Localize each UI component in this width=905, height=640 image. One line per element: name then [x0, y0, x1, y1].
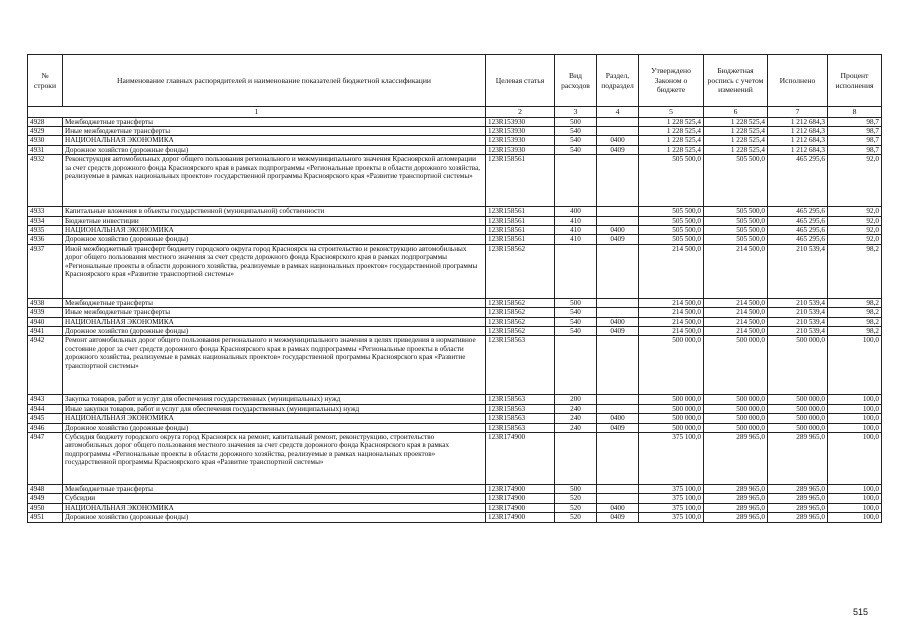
- cell-approved: 505 500,0: [639, 225, 704, 234]
- table-row: [28, 117, 882, 126]
- cell-code: 123R158563: [486, 336, 555, 395]
- cell-code: 123R158561: [486, 155, 555, 207]
- header-executed: Исполнено: [768, 55, 828, 107]
- cell-section: 0400: [597, 225, 639, 234]
- cell-percent: 98,2: [828, 298, 882, 307]
- cell-section: [597, 207, 639, 216]
- cell-kind: 240: [555, 423, 597, 432]
- table-row: [28, 235, 882, 244]
- cell-planned: 289 965,0: [704, 513, 768, 522]
- cell-percent: 98,7: [828, 145, 882, 154]
- cell-percent: 98,7: [828, 117, 882, 126]
- table-row: [28, 225, 882, 234]
- cell-percent: 98,2: [828, 326, 882, 335]
- column-number: 8: [828, 107, 882, 118]
- table-body: [28, 117, 882, 522]
- cell-name: НАЦИОНАЛЬНАЯ ЭКОНОМИКА: [63, 317, 486, 326]
- cell-name: Иные закупки товаров, работ и услуг для обеспечения государственных (муниципальных) нужд: [63, 404, 486, 413]
- cell-percent: 92,0: [828, 216, 882, 225]
- cell-approved: 1 228 525,4: [639, 117, 704, 126]
- cell-section: 0400: [597, 414, 639, 423]
- cell-planned: 289 965,0: [704, 494, 768, 503]
- header-percent: Процент исполнения: [828, 55, 882, 107]
- cell-planned: 500 000,0: [704, 395, 768, 404]
- cell-name: Закупка товаров, работ и услуг для обеспечения государственных (муниципальных) нужд: [63, 395, 486, 404]
- table-row: [28, 155, 882, 207]
- cell-no: 4935: [28, 225, 63, 234]
- cell-approved: 505 500,0: [639, 207, 704, 216]
- cell-planned: 1 228 525,4: [704, 117, 768, 126]
- cell-planned: 214 500,0: [704, 298, 768, 307]
- table-row: [28, 485, 882, 494]
- cell-percent: 100,0: [828, 336, 882, 395]
- cell-planned: 505 500,0: [704, 207, 768, 216]
- column-number: 1: [28, 107, 486, 118]
- cell-approved: 505 500,0: [639, 155, 704, 207]
- header-target: Целевая статья: [486, 55, 555, 107]
- cell-name: Субсидии: [63, 494, 486, 503]
- cell-executed: 500 000,0: [768, 336, 828, 395]
- cell-executed: 289 965,0: [768, 503, 828, 512]
- cell-executed: 210 539,4: [768, 326, 828, 335]
- cell-name: Бюджетные инвестиции: [63, 216, 486, 225]
- cell-no: 4948: [28, 485, 63, 494]
- cell-percent: 100,0: [828, 423, 882, 432]
- cell-section: 0400: [597, 136, 639, 145]
- cell-kind: 410: [555, 216, 597, 225]
- cell-no: 4947: [28, 433, 63, 485]
- cell-kind: 410: [555, 225, 597, 234]
- cell-section: 0409: [597, 513, 639, 522]
- cell-executed: 210 539,4: [768, 244, 828, 298]
- header-planned: Бюджетная роспись с учетом изменений: [704, 55, 768, 107]
- cell-approved: 214 500,0: [639, 308, 704, 317]
- cell-approved: 505 500,0: [639, 216, 704, 225]
- cell-no: 4951: [28, 513, 63, 522]
- cell-executed: 1 212 684,3: [768, 117, 828, 126]
- cell-approved: 500 000,0: [639, 336, 704, 395]
- cell-percent: 92,0: [828, 225, 882, 234]
- cell-percent: 100,0: [828, 494, 882, 503]
- column-number: 3: [555, 107, 597, 118]
- cell-approved: 375 100,0: [639, 513, 704, 522]
- table-row: [28, 216, 882, 225]
- cell-code: 123R158563: [486, 423, 555, 432]
- cell-section: [597, 404, 639, 413]
- cell-no: 4929: [28, 126, 63, 135]
- column-number: 2: [486, 107, 555, 118]
- cell-name: Иной межбюджетный трансферт бюджету городского округа город Красноярск на строительство и реконструкцию автомобильных дорог общего пользования местного значения за счет средств дорожного фонда Красноярского края в рамках подпрограммы «Региональные проекты в области дорожного хозяйства, реализуемые в рамках национальных проектов» государственной программы Красноярского края «Развитие транспортной системы»: [63, 244, 486, 298]
- cell-planned: 289 965,0: [704, 503, 768, 512]
- cell-planned: 214 500,0: [704, 317, 768, 326]
- table-row: [28, 136, 882, 145]
- cell-section: [597, 494, 639, 503]
- cell-name: Дорожное хозяйство (дорожные фонды): [63, 235, 486, 244]
- cell-section: [597, 216, 639, 225]
- cell-section: [597, 433, 639, 485]
- cell-kind: 540: [555, 126, 597, 135]
- cell-percent: 100,0: [828, 395, 882, 404]
- cell-code: 123R158561: [486, 216, 555, 225]
- cell-no: 4942: [28, 336, 63, 395]
- cell-approved: 214 500,0: [639, 317, 704, 326]
- cell-executed: 289 965,0: [768, 433, 828, 485]
- table-row: [28, 126, 882, 135]
- cell-code: 123R158563: [486, 404, 555, 413]
- column-number: 4: [597, 107, 639, 118]
- cell-executed: 500 000,0: [768, 423, 828, 432]
- cell-code: 123R153930: [486, 126, 555, 135]
- cell-name: Иные межбюджетные трансферты: [63, 126, 486, 135]
- cell-planned: 500 000,0: [704, 404, 768, 413]
- cell-no: 4943: [28, 395, 63, 404]
- cell-name: Иные межбюджетные трансферты: [63, 308, 486, 317]
- cell-executed: 210 539,4: [768, 308, 828, 317]
- cell-name: Капитальные вложения в объекты государственной (муниципальной) собственности: [63, 207, 486, 216]
- cell-no: 4936: [28, 235, 63, 244]
- cell-no: 4939: [28, 308, 63, 317]
- cell-percent: 100,0: [828, 414, 882, 423]
- cell-planned: 214 500,0: [704, 326, 768, 335]
- cell-percent: 92,0: [828, 207, 882, 216]
- cell-code: 123R158562: [486, 326, 555, 335]
- header-row: [28, 55, 882, 107]
- cell-no: 4941: [28, 326, 63, 335]
- cell-kind: 240: [555, 404, 597, 413]
- cell-no: 4934: [28, 216, 63, 225]
- cell-percent: 92,0: [828, 235, 882, 244]
- cell-percent: 98,7: [828, 126, 882, 135]
- cell-name: НАЦИОНАЛЬНАЯ ЭКОНОМИКА: [63, 136, 486, 145]
- cell-kind: 540: [555, 136, 597, 145]
- cell-executed: 500 000,0: [768, 395, 828, 404]
- cell-code: 123R158563: [486, 414, 555, 423]
- cell-code: 123R158563: [486, 395, 555, 404]
- cell-executed: 210 539,4: [768, 317, 828, 326]
- table-row: [28, 326, 882, 335]
- cell-executed: 1 212 684,3: [768, 136, 828, 145]
- cell-executed: 500 000,0: [768, 414, 828, 423]
- cell-name: Межбюджетные трансферты: [63, 117, 486, 126]
- cell-name: Реконструкция автомобильных дорог общего пользования регионального и межмуниципального значения Красноярской агломерации за счет средств дорожного фонда Красноярского края в рамках подпрограммы «Региональные проекты в области дорожного хозяйства, реализуемые в рамках национальных проектов» государственной программы Красноярского края «Развитие транспортной системы»: [63, 155, 486, 207]
- cell-kind: 520: [555, 513, 597, 522]
- cell-section: 0400: [597, 503, 639, 512]
- cell-planned: 1 228 525,4: [704, 126, 768, 135]
- cell-approved: 375 100,0: [639, 503, 704, 512]
- cell-section: [597, 155, 639, 207]
- cell-kind: 520: [555, 494, 597, 503]
- cell-code: 123R158562: [486, 244, 555, 298]
- cell-kind: 540: [555, 145, 597, 154]
- cell-kind: 540: [555, 326, 597, 335]
- cell-planned: 505 500,0: [704, 216, 768, 225]
- cell-percent: 98,2: [828, 317, 882, 326]
- cell-planned: 500 000,0: [704, 423, 768, 432]
- cell-approved: 500 000,0: [639, 395, 704, 404]
- cell-code: 123R153930: [486, 145, 555, 154]
- cell-section: [597, 126, 639, 135]
- header-row-no: № строки: [28, 55, 63, 107]
- cell-no: 4944: [28, 404, 63, 413]
- column-number-row: [28, 107, 882, 118]
- cell-no: 4946: [28, 423, 63, 432]
- cell-code: 123R153930: [486, 117, 555, 126]
- cell-code: 123R174900: [486, 485, 555, 494]
- cell-kind: 410: [555, 235, 597, 244]
- cell-section: 0409: [597, 145, 639, 154]
- cell-name: НАЦИОНАЛЬНАЯ ЭКОНОМИКА: [63, 503, 486, 512]
- cell-no: 4950: [28, 503, 63, 512]
- cell-kind: 520: [555, 503, 597, 512]
- cell-name: Дорожное хозяйство (дорожные фонды): [63, 423, 486, 432]
- table-row: [28, 494, 882, 503]
- cell-section: 0400: [597, 317, 639, 326]
- cell-executed: 465 295,6: [768, 235, 828, 244]
- cell-kind: [555, 244, 597, 298]
- cell-percent: 100,0: [828, 433, 882, 485]
- cell-planned: 500 000,0: [704, 336, 768, 395]
- budget-table: [27, 54, 882, 523]
- table-row: [28, 244, 882, 298]
- cell-kind: 200: [555, 395, 597, 404]
- cell-percent: 100,0: [828, 503, 882, 512]
- column-number: 7: [768, 107, 828, 118]
- cell-code: 123R174900: [486, 503, 555, 512]
- cell-section: 0409: [597, 326, 639, 335]
- cell-name: Межбюджетные трансферты: [63, 298, 486, 307]
- cell-approved: 500 000,0: [639, 423, 704, 432]
- cell-code: 123R158562: [486, 308, 555, 317]
- cell-approved: 214 500,0: [639, 298, 704, 307]
- cell-kind: 240: [555, 414, 597, 423]
- cell-kind: 500: [555, 485, 597, 494]
- cell-executed: 465 295,6: [768, 207, 828, 216]
- table-row: [28, 336, 882, 395]
- table-row: [28, 308, 882, 317]
- cell-percent: 100,0: [828, 404, 882, 413]
- cell-planned: 505 500,0: [704, 235, 768, 244]
- cell-name: Дорожное хозяйство (дорожные фонды): [63, 326, 486, 335]
- cell-percent: 98,2: [828, 308, 882, 317]
- table-row: [28, 423, 882, 432]
- cell-code: 123R158561: [486, 235, 555, 244]
- cell-approved: 375 100,0: [639, 433, 704, 485]
- cell-executed: 465 295,6: [768, 225, 828, 234]
- cell-planned: 214 500,0: [704, 244, 768, 298]
- cell-approved: 1 228 525,4: [639, 145, 704, 154]
- cell-approved: 1 228 525,4: [639, 126, 704, 135]
- cell-no: 4933: [28, 207, 63, 216]
- table-row: [28, 513, 882, 522]
- table-row: [28, 503, 882, 512]
- page-number: 515: [853, 607, 869, 617]
- cell-planned: 1 228 525,4: [704, 136, 768, 145]
- cell-no: 4949: [28, 494, 63, 503]
- cell-no: 4938: [28, 298, 63, 307]
- cell-code: 123R174900: [486, 433, 555, 485]
- cell-kind: 540: [555, 317, 597, 326]
- header-name: Наименование главных распорядителей и наименование показателей бюджетной классификации: [63, 55, 486, 107]
- cell-planned: 1 228 525,4: [704, 145, 768, 154]
- cell-name: Дорожное хозяйство (дорожные фонды): [63, 145, 486, 154]
- cell-planned: 505 500,0: [704, 225, 768, 234]
- cell-section: [597, 395, 639, 404]
- cell-percent: 98,2: [828, 244, 882, 298]
- cell-no: 4931: [28, 145, 63, 154]
- cell-executed: 210 539,4: [768, 298, 828, 307]
- cell-kind: 500: [555, 117, 597, 126]
- header-approved: Утверждено Законом о бюджете: [639, 55, 704, 107]
- cell-executed: 465 295,6: [768, 216, 828, 225]
- cell-section: [597, 485, 639, 494]
- cell-kind: 400: [555, 207, 597, 216]
- cell-approved: 500 000,0: [639, 414, 704, 423]
- cell-code: 123R158562: [486, 317, 555, 326]
- table-row: [28, 317, 882, 326]
- cell-section: [597, 308, 639, 317]
- cell-executed: 465 295,6: [768, 155, 828, 207]
- cell-name: НАЦИОНАЛЬНАЯ ЭКОНОМИКА: [63, 225, 486, 234]
- header-kind: Вид расходов: [555, 55, 597, 107]
- cell-approved: 214 500,0: [639, 326, 704, 335]
- cell-no: 4930: [28, 136, 63, 145]
- table-row: [28, 298, 882, 307]
- cell-approved: 1 228 525,4: [639, 136, 704, 145]
- table-row: [28, 404, 882, 413]
- cell-planned: 505 500,0: [704, 155, 768, 207]
- cell-planned: 214 500,0: [704, 308, 768, 317]
- cell-no: 4940: [28, 317, 63, 326]
- cell-percent: 92,0: [828, 155, 882, 207]
- cell-name: Ремонт автомобильных дорог общего пользования регионального и межмуниципального значения в целях приведения в нормативное состояние дорог за счет средств дорожного фонда Красноярского края в рамках подпрограммы «Региональные проекты в области дорожного хозяйства, реализуемые в рамках национальных проектов» государственной программы Красноярского края «Развитие транспортной системы»: [63, 336, 486, 395]
- cell-executed: 1 212 684,3: [768, 126, 828, 135]
- cell-planned: 500 000,0: [704, 414, 768, 423]
- cell-name: Субсидия бюджету городского округа город Красноярск на ремонт, капитальный ремонт, реконструкцию, строительство автомобильных дорог общего пользования местного значения за счет средств дорожного фонда Красноярского края в рамках подпрограммы «Региональные проекты в области дорожного хозяйства, реализуемые в рамках национальных проектов» государственной программы Красноярского края «Развитие транспортной системы»: [63, 433, 486, 485]
- cell-section: [597, 117, 639, 126]
- cell-executed: 289 965,0: [768, 494, 828, 503]
- cell-approved: 505 500,0: [639, 235, 704, 244]
- cell-code: 123R174900: [486, 494, 555, 503]
- cell-approved: 375 100,0: [639, 494, 704, 503]
- cell-executed: 289 965,0: [768, 513, 828, 522]
- cell-code: 123R153930: [486, 136, 555, 145]
- cell-section: [597, 244, 639, 298]
- cell-approved: 500 000,0: [639, 404, 704, 413]
- cell-section: 0409: [597, 235, 639, 244]
- cell-no: 4945: [28, 414, 63, 423]
- cell-approved: 214 500,0: [639, 244, 704, 298]
- cell-section: 0409: [597, 423, 639, 432]
- cell-percent: 100,0: [828, 513, 882, 522]
- cell-executed: 1 212 684,3: [768, 145, 828, 154]
- column-number: 5: [639, 107, 704, 118]
- cell-code: 123R158561: [486, 207, 555, 216]
- cell-kind: [555, 336, 597, 395]
- cell-section: [597, 336, 639, 395]
- cell-name: НАЦИОНАЛЬНАЯ ЭКОНОМИКА: [63, 414, 486, 423]
- cell-planned: 289 965,0: [704, 485, 768, 494]
- cell-approved: 375 100,0: [639, 485, 704, 494]
- cell-kind: 500: [555, 298, 597, 307]
- cell-name: Дорожное хозяйство (дорожные фонды): [63, 513, 486, 522]
- table-row: [28, 414, 882, 423]
- cell-kind: [555, 433, 597, 485]
- table-row: [28, 207, 882, 216]
- table-row: [28, 395, 882, 404]
- table-row: [28, 145, 882, 154]
- header-section: Раздел, подраздел: [597, 55, 639, 107]
- cell-kind: 540: [555, 308, 597, 317]
- cell-code: 123R158561: [486, 225, 555, 234]
- cell-code: 123R174900: [486, 513, 555, 522]
- cell-no: 4932: [28, 155, 63, 207]
- cell-name: Межбюджетные трансферты: [63, 485, 486, 494]
- cell-no: 4928: [28, 117, 63, 126]
- cell-executed: 500 000,0: [768, 404, 828, 413]
- cell-percent: 100,0: [828, 485, 882, 494]
- cell-planned: 289 965,0: [704, 433, 768, 485]
- cell-section: [597, 298, 639, 307]
- table-row: [28, 433, 882, 485]
- cell-no: 4937: [28, 244, 63, 298]
- cell-executed: 289 965,0: [768, 485, 828, 494]
- cell-kind: [555, 155, 597, 207]
- cell-percent: 98,7: [828, 136, 882, 145]
- column-number: 6: [704, 107, 768, 118]
- cell-code: 123R158562: [486, 298, 555, 307]
